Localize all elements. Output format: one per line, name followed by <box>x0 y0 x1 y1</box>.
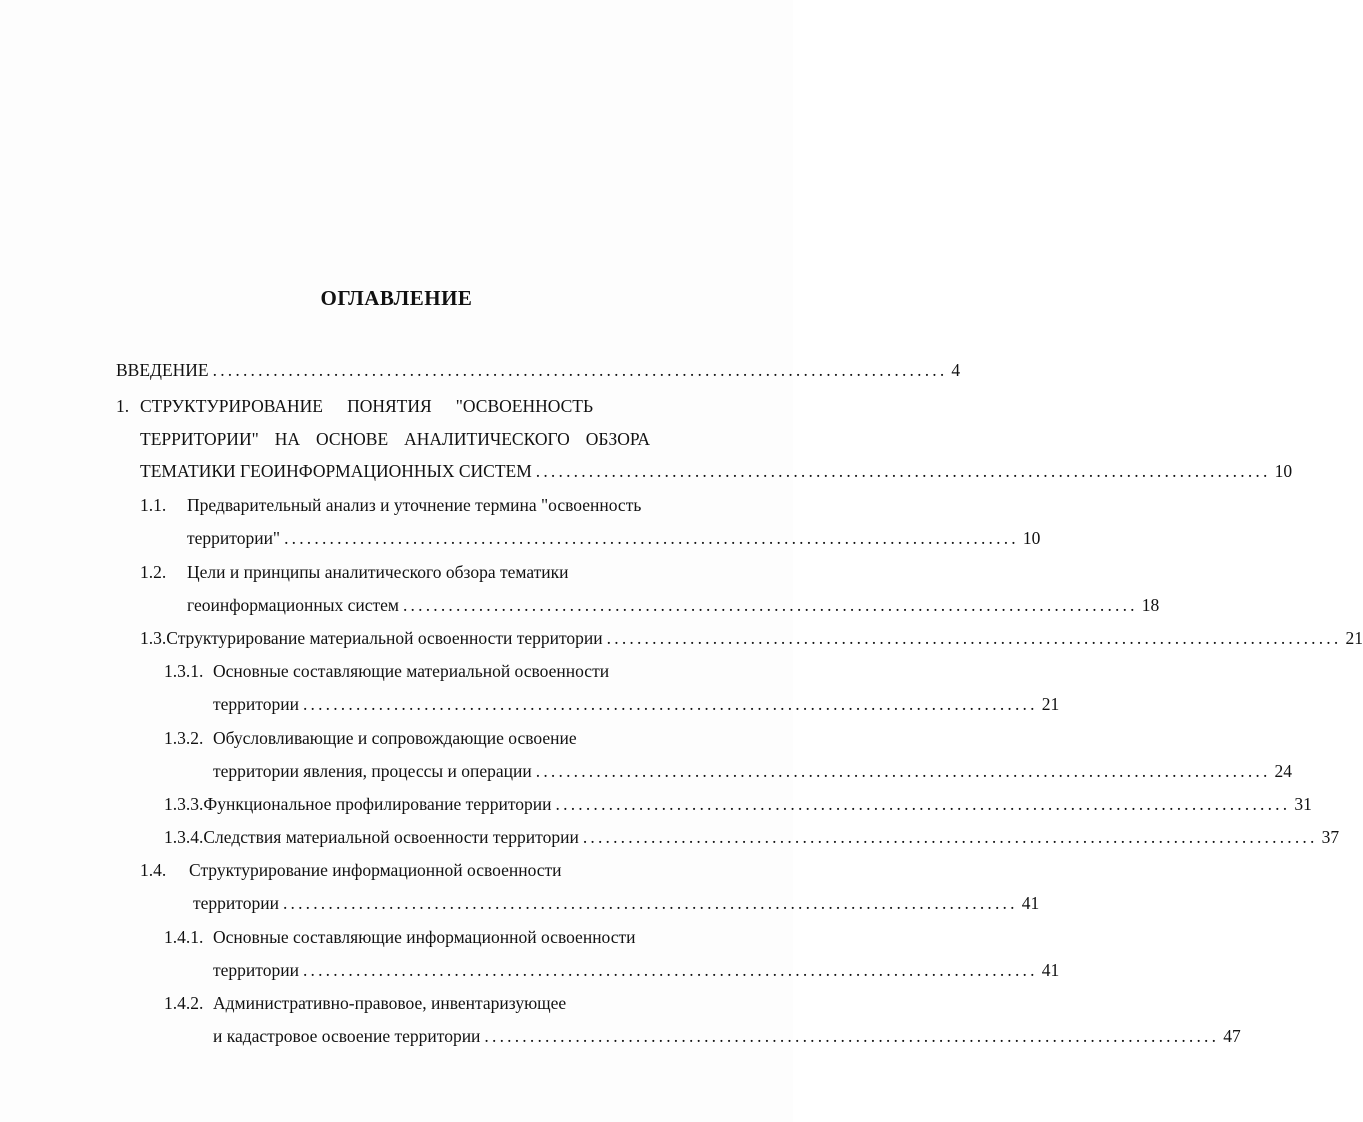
toc-entry-1-3 <box>140 627 1363 649</box>
toc-leader-dots: ................................................................................................. <box>302 694 1038 714</box>
toc-leader-dots: ................................................................................................. <box>284 528 1019 548</box>
toc-page-number: 4 <box>951 360 961 380</box>
toc-entry-text: ТЕРРИТОРИИ" НА ОСНОВЕ АНАЛИТИЧЕСКОГО ОБЗОРА <box>140 429 650 449</box>
page-title: ОГЛАВЛЕНИЕ <box>320 286 473 310</box>
toc-leader-dots: ................................................................................................. <box>582 827 1318 847</box>
toc-entry-text: и кадастровое освоение территории <box>213 1026 481 1046</box>
toc-entry-number: 1.4.2. <box>164 993 204 1013</box>
toc-entry-text: ВВЕДЕНИЕ <box>116 360 209 380</box>
toc-entry-number: 1.2. <box>140 562 167 582</box>
toc-page-number: 37 <box>1321 827 1340 847</box>
toc-entry-text: Функциональное профилирование территории <box>203 794 552 814</box>
toc-entry-text: Административно-правовое, инвентаризующее <box>213 993 567 1013</box>
toc-entry-text: ТЕМАТИКИ ГЕОИНФОРМАЦИОННЫХ СИСТЕМ <box>140 461 532 481</box>
toc-entry-text: СТРУКТУРИРОВАНИЕ ПОНЯТИЯ "ОСВОЕННОСТЬ <box>140 396 593 416</box>
toc-entry-1-4-line2 <box>193 892 1040 914</box>
toc-entry-1-3-1-line2 <box>213 693 1060 715</box>
toc-entry-ch1-line1 <box>116 395 707 417</box>
toc-page-number: 31 <box>1294 794 1312 814</box>
toc-entry-1-3-2-line2 <box>213 760 1293 782</box>
toc-entry-number: 1.3. <box>140 628 167 648</box>
toc-page-number: 18 <box>1141 595 1160 615</box>
toc-leader-dots: ................................................................................................. <box>402 595 1138 615</box>
toc-entry-1-2-line2 <box>187 594 1160 616</box>
toc-entry-text: Структурирование информационной освоенности <box>189 860 562 880</box>
toc-entry-1-1-line2 <box>187 527 1041 549</box>
toc-page-number: 24 <box>1274 761 1293 781</box>
toc-entry-1-4-1-line2 <box>213 959 1060 981</box>
toc-entry-text: территории <box>213 694 299 714</box>
toc-leader-dots: ................................................................................................. <box>212 360 948 380</box>
toc-entry-1-3-4 <box>164 826 1340 848</box>
toc-entry-text: Основные составляющие информационной освоенности <box>213 927 636 947</box>
toc-page-number: 10 <box>1022 528 1041 548</box>
toc-leader-dots: ................................................................................................. <box>282 893 1018 913</box>
toc-leader-dots: ................................................................................................. <box>606 628 1342 648</box>
toc-entry-number: 1.4. <box>140 860 167 880</box>
toc-entry-number: 1.3.3. <box>164 794 204 814</box>
toc-entry-1-4-2-line1 <box>164 992 707 1014</box>
toc-page-number: 10 <box>1274 461 1293 481</box>
toc-entry-text: геоинформационных систем <box>187 595 399 615</box>
toc-entry-1-3-3 <box>164 793 1312 815</box>
toc-entry-text: Обусловливающие и сопровождающие освоение <box>213 728 577 748</box>
toc-entry-text: территории явления, процессы и операции <box>213 761 532 781</box>
toc-entry-1-3-2-line1 <box>164 727 707 749</box>
toc-entry-ch1-line2 <box>140 428 707 450</box>
toc-page-number: 41 <box>1021 893 1040 913</box>
toc-entry-number: 1.3.2. <box>164 728 204 748</box>
toc-entry-1-2-line1 <box>140 561 707 583</box>
toc-entry-text: территории" <box>187 528 281 548</box>
toc-leader-dots: ................................................................................................. <box>302 960 1038 980</box>
toc-entry-1-1-line1 <box>140 494 707 516</box>
toc-entry-1-4-1-line1 <box>164 926 707 948</box>
toc-entry-number: 1. <box>116 396 130 416</box>
toc-entry-text: Следствия материальной освоенности территории <box>203 827 579 847</box>
toc-entry-ch1-line3 <box>140 460 1293 482</box>
toc-entry-number: 1.4.1. <box>164 927 204 947</box>
toc-entry-1-3-1-line1 <box>164 660 707 682</box>
toc-page-number: 41 <box>1041 960 1060 980</box>
toc-entry-number: 1.1. <box>140 495 167 515</box>
toc-leader-dots: ................................................................................................. <box>535 461 1271 481</box>
toc-page-number: 21 <box>1041 694 1060 714</box>
toc-entry-text: территории <box>213 960 299 980</box>
toc-entry-text: территории <box>193 893 279 913</box>
toc-entry-intro <box>116 359 961 381</box>
toc-entry-text: Структурирование материальной освоенности территории <box>166 628 603 648</box>
toc-page-number: 21 <box>1345 628 1363 648</box>
toc-leader-dots: ................................................................................................. <box>484 1026 1220 1046</box>
toc-leader-dots: ................................................................................................. <box>535 761 1271 781</box>
toc-entry-1-4-line1 <box>140 859 707 881</box>
toc-leader-dots: ................................................................................................. <box>555 794 1291 814</box>
toc-entry-1-4-2-line2 <box>213 1025 1241 1047</box>
toc-entry-text: Цели и принципы аналитического обзора тематики <box>187 562 569 582</box>
toc-entry-text: Основные составляющие материальной освоенности <box>213 661 610 681</box>
toc-page-number: 47 <box>1223 1026 1241 1046</box>
toc-entry-number: 1.3.1. <box>164 661 204 681</box>
toc-entry-text: Предварительный анализ и уточнение термина "освоенность <box>187 495 642 515</box>
toc-entry-number: 1.3.4. <box>164 827 204 847</box>
